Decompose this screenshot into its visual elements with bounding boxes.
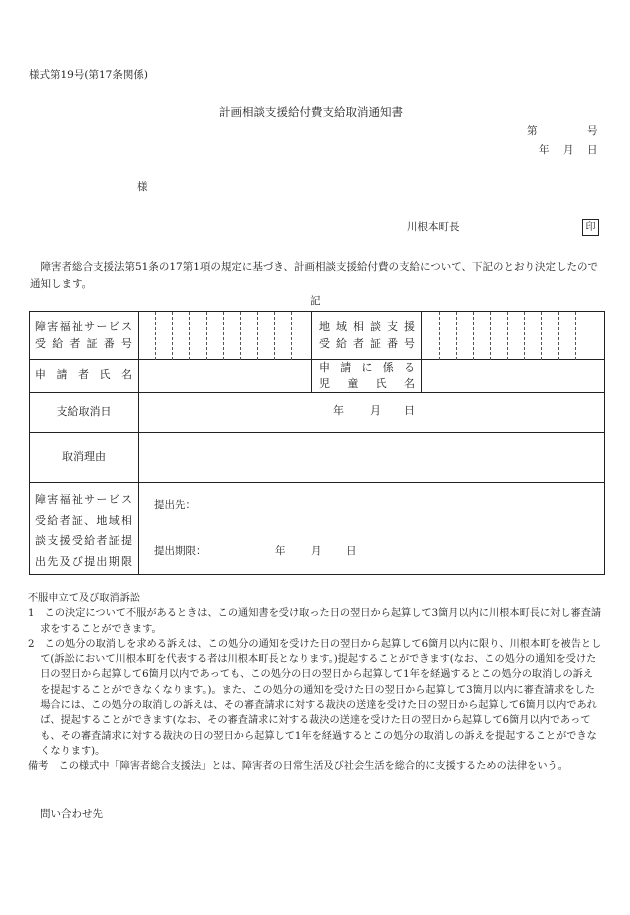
remarks-label: 備考 <box>28 761 49 773</box>
submit-label-line3: 談支援受給者証提 <box>35 534 132 547</box>
deadline-month: 月 <box>311 545 322 557</box>
reason-label: 取消理由 <box>62 450 106 463</box>
appeal-item-1-text: この決定について不服があるときは、この通知書を受け取った日の翌日から起算して3箇月以内に川根本町長に対し審査請求をすることができます。 <box>40 608 602 635</box>
addressee-honorific: 様 <box>137 181 148 193</box>
cancel-date-month: 月 <box>370 404 381 417</box>
date-month: 月 <box>563 144 574 156</box>
deadline-day: 日 <box>346 545 357 557</box>
cancel-date-year: 年 <box>333 404 344 417</box>
digit-divider <box>558 312 559 360</box>
appeal-item-2-text: この処分の取消しを求める訴えは、この処分の通知を受けた日の翌日から起算して6箇月以内に限り、川根本町を被告として(訴訟において川根本町を代表する者は川根本町長となります。)提起することができます(なお、この処分の通知を受けた日の翌日から起算して6箇月以内であっても、この処分の日の翌日から起算して1年を経過するとこの処分の取消しの訴えを提起することができなくなります。)。また、この処分の通知を受けた日の翌日から起算して3箇月以内に審査請求をした場合には、この処分の取消しの訴えは、その審査請求に対する裁決の送達を受けた日の翌日から起算して6箇月以内であれば、提起することができます(なお、その審査請求に対する裁決の送達を受けた日の翌日から起算して6箇月以内であっても、その審査請求に対する裁決の日の翌日から起算して1年を経過するとこの処分の取消しの訴えを提起することができなくなります)。 <box>40 638 602 757</box>
submit-label-line1: 障害福祉サービス <box>35 493 132 506</box>
digit-divider <box>291 312 292 360</box>
digit-divider <box>223 312 224 360</box>
cancel-date-day: 日 <box>404 404 415 417</box>
digit-divider <box>456 312 457 360</box>
contact-label: 問い合わせ先 <box>40 808 103 820</box>
appeal-item-1-number: 1 <box>28 608 35 620</box>
appeal-heading: 不服申立て及び取消訴訟 <box>28 593 141 604</box>
submit-label-line4: 出先及び提出期限 <box>35 554 132 568</box>
date-year: 年 <box>539 144 550 156</box>
digit-divider <box>473 312 474 360</box>
digit-divider <box>439 312 440 360</box>
digit-divider <box>524 312 525 360</box>
digit-divider <box>575 312 576 360</box>
appeal-item-2 <box>28 637 603 759</box>
date-day: 日 <box>587 144 598 156</box>
digit-divider <box>240 312 241 360</box>
remarks-text: この様式中「障害者総合支援法」とは、障害者の日常生活及び社会生活を総合的に支援するための法律をいう。 <box>58 761 568 773</box>
seal-mark: 印 <box>582 219 599 236</box>
digit-divider <box>274 312 275 360</box>
intro-text: 障害者総合支援法第51条の17第1項の規定に基づき、計画相談支援給付費の支給について、下記のとおり決定したので通知します。 <box>30 261 599 290</box>
digit-divider <box>490 312 491 360</box>
number-suffix: 号 <box>587 125 598 137</box>
child-name-label-line1: 申請に係る <box>319 361 415 374</box>
cancel-date-label: 支給取消日 <box>56 405 112 418</box>
decision-table <box>29 311 605 575</box>
remarks <box>28 759 603 774</box>
digit-divider <box>155 312 156 360</box>
ki-label: 記 <box>310 295 321 307</box>
recipient-number-label-line1: 障害福祉サービス <box>35 320 132 333</box>
digit-divider <box>257 312 258 360</box>
digit-divider <box>507 312 508 360</box>
digit-divider <box>172 312 173 360</box>
appeal-item-2-number: 2 <box>28 638 35 650</box>
community-number-label-line1: 地域相談支援 <box>319 320 415 333</box>
recipient-number-label-line2: 受給者証番号 <box>35 337 132 350</box>
appeal-section <box>28 591 603 775</box>
number-label: 第 <box>527 125 538 137</box>
digit-divider <box>189 312 190 360</box>
child-name-label-line2: 児童氏名 <box>319 377 415 390</box>
appeal-item-1 <box>28 606 603 637</box>
issuer-name: 川根本町長 <box>407 221 460 233</box>
applicant-name-label: 申請者氏名 <box>35 368 132 381</box>
document-title: 計画相談支援給付費支給取消通知書 <box>219 105 403 119</box>
form-number: 様式第19号(第17条関係) <box>29 69 148 81</box>
digit-divider <box>541 312 542 360</box>
deadline-year: 年 <box>275 545 286 557</box>
community-number-label-line2: 受給者証番号 <box>319 337 415 350</box>
digit-divider <box>206 312 207 360</box>
submit-to-label: 提出先： <box>154 499 196 511</box>
deadline-label: 提出期限： <box>154 545 207 557</box>
submit-label-line2: 受給者証、地域相 <box>35 513 132 527</box>
